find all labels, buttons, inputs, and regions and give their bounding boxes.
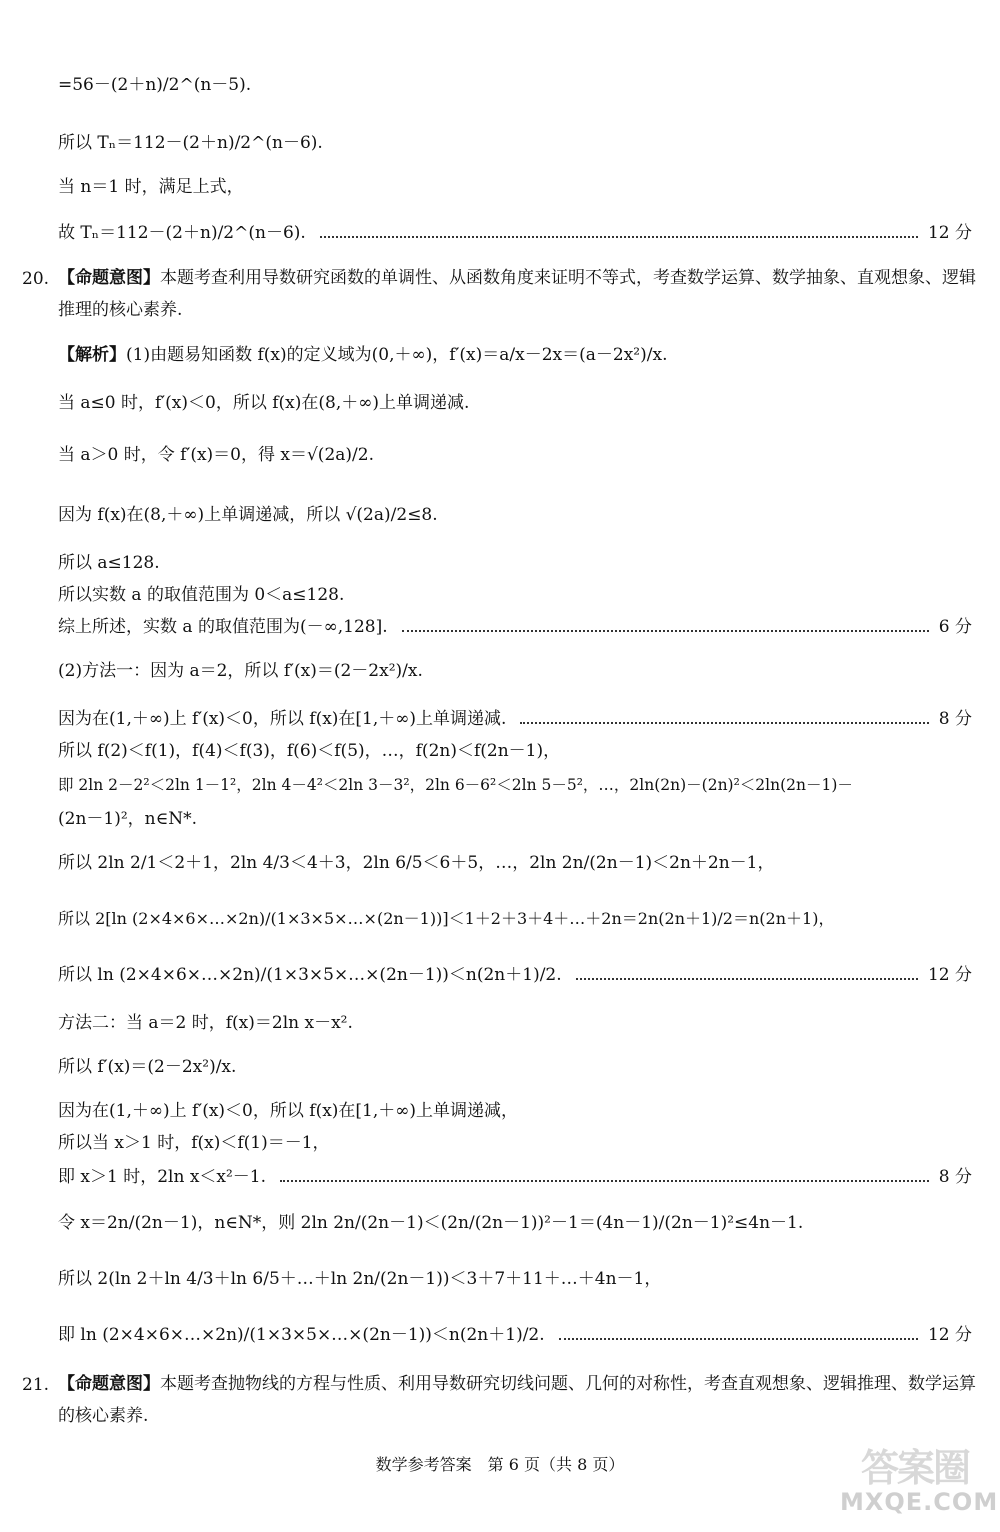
solution-line: 所以 2[ln (2×4×6×…×2n)/(1×3×5×…×(2n－1))]＜1＋2＋3＋4＋…＋2n＝2n(2n＋1)/2＝n(2n＋1)， <box>58 909 835 928</box>
solution-line: 【解析】(1)由题易知函数 f(x)的定义域为(0,＋∞)，f′(x)＝a/x－2x＝(a－2x²)/x. <box>58 345 668 365</box>
solution-line-scored: 故 Tₙ＝112－(2＋n)/2^(n－6). 12 分 <box>58 223 972 243</box>
solution-line-scored: 所以 ln (2×4×6×…×2n)/(1×3×5×…×(2n－1))＜n(2n＋1)/2. 12 分 <box>58 965 972 985</box>
score-label: 12 分 <box>927 1325 972 1345</box>
score-label: 8 分 <box>938 709 972 729</box>
dotted-leader <box>576 978 918 980</box>
solution-line: =56－(2＋n)/2^(n－5). <box>58 75 252 95</box>
score-label: 6 分 <box>938 617 972 637</box>
solution-line: 所以 f′(x)＝(2－2x²)/x. <box>58 1057 237 1077</box>
solution-line: 所以当 x＞1 时，f(x)＜f(1)＝－1， <box>58 1133 330 1153</box>
intent-label: 【命题意图】 <box>58 268 160 288</box>
score-label: 12 分 <box>927 223 972 243</box>
solution-line: 所以 2(ln 2＋ln 4/3＋ln 6/5＋…＋ln 2n/(2n－1))＜3＋7＋11＋…＋4n－1， <box>58 1269 662 1289</box>
question-number-20: 20. <box>22 269 50 289</box>
solution-line: 因为在(1,＋∞)上 f′(x)＜0，所以 f(x)在[1,＋∞)上单调递减， <box>58 1101 519 1121</box>
solution-line: 当 a≤0 时，f′(x)＜0，所以 f(x)在(8,＋∞)上单调递减. <box>58 393 470 413</box>
dotted-leader <box>280 1180 929 1182</box>
solution-line: (2)方法一：因为 a＝2，所以 f′(x)＝(2－2x²)/x. <box>58 661 423 681</box>
score-label: 12 分 <box>927 965 972 985</box>
dotted-leader <box>320 236 918 238</box>
page-footer: 数学参考答案 第 6 页（共 8 页） <box>375 1455 625 1474</box>
solution-line: (2n－1)²，n∈N*. <box>58 809 197 829</box>
solution-line-scored: 即 x＞1 时，2ln x＜x²－1. 8 分 <box>58 1167 972 1187</box>
score-label: 8 分 <box>938 1167 972 1187</box>
analysis-label: 【解析】 <box>58 345 126 365</box>
solution-line: 方法二：当 a＝2 时，f(x)＝2ln x－x². <box>58 1013 353 1033</box>
dotted-leader <box>520 722 928 724</box>
question-number-21: 21. <box>22 1375 50 1395</box>
solution-line: 当 a＞0 时，令 f′(x)＝0，得 x＝√(2a)/2. <box>58 445 374 465</box>
solution-line-scored: 综上所述，实数 a 的取值范围为(－∞,128]. 6 分 <box>58 617 972 637</box>
q20-intent <box>58 262 978 326</box>
dotted-leader <box>402 630 929 632</box>
watermark-logo-bottom: MXQE.COM <box>840 1488 999 1516</box>
solution-line: 即 2ln 2－2²＜2ln 1－1²，2ln 4－4²＜2ln 3－3²，2ln 6－6²＜2ln 5－5²，…，2ln(2n)－(2n)²＜2ln(2n－1)－ <box>58 776 853 794</box>
watermark-logo <box>840 1446 999 1528</box>
intent-label: 【命题意图】 <box>58 1374 160 1394</box>
solution-line-scored: 因为在(1,＋∞)上 f′(x)＜0，所以 f(x)在[1,＋∞)上单调递减. 8 分 <box>58 709 972 729</box>
q21-intent <box>58 1368 978 1432</box>
solution-line: 所以 Tₙ＝112－(2＋n)/2^(n－6). <box>58 133 323 153</box>
dotted-leader <box>559 1338 918 1340</box>
solution-line: 所以 a≤128. <box>58 553 160 573</box>
solution-line: 令 x＝2n/(2n－1)，n∈N*，则 2ln 2n/(2n－1)＜(2n/(2n－1))²－1＝(4n－1)/(2n－1)²≤4n－1. <box>58 1213 804 1233</box>
solution-line: 因为 f(x)在(8,＋∞)上单调递减，所以 √(2a)/2≤8. <box>58 505 438 525</box>
intent-text: 本题考查利用导数研究函数的单调性、从函数角度来证明不等式，考查数学运算、数学抽象、直观想象、逻辑推理的核心素养. <box>58 268 976 320</box>
solution-line: 所以 f(2)＜f(1)，f(4)＜f(3)，f(6)＜f(5)，…，f(2n)＜f(2n－1)， <box>58 741 561 761</box>
solution-line-scored: 即 ln (2×4×6×…×2n)/(1×3×5×…×(2n－1))＜n(2n＋1)/2. 12 分 <box>58 1325 972 1345</box>
solution-line: 所以实数 a 的取值范围为 0＜a≤128. <box>58 585 345 605</box>
solution-line: 所以 2ln 2/1＜2＋1，2ln 4/3＜4＋3，2ln 6/5＜6＋5，…，2ln 2n/(2n－1)＜2n＋2n－1， <box>58 853 775 873</box>
watermark-logo-top: 答案圈 <box>860 1446 969 1490</box>
solution-line: 当 n＝1 时，满足上式， <box>58 177 244 197</box>
intent-text: 本题考查抛物线的方程与性质、利用导数研究切线问题、几何的对称性，考查直观想象、逻辑推理、数学运算的核心素养. <box>58 1374 976 1426</box>
